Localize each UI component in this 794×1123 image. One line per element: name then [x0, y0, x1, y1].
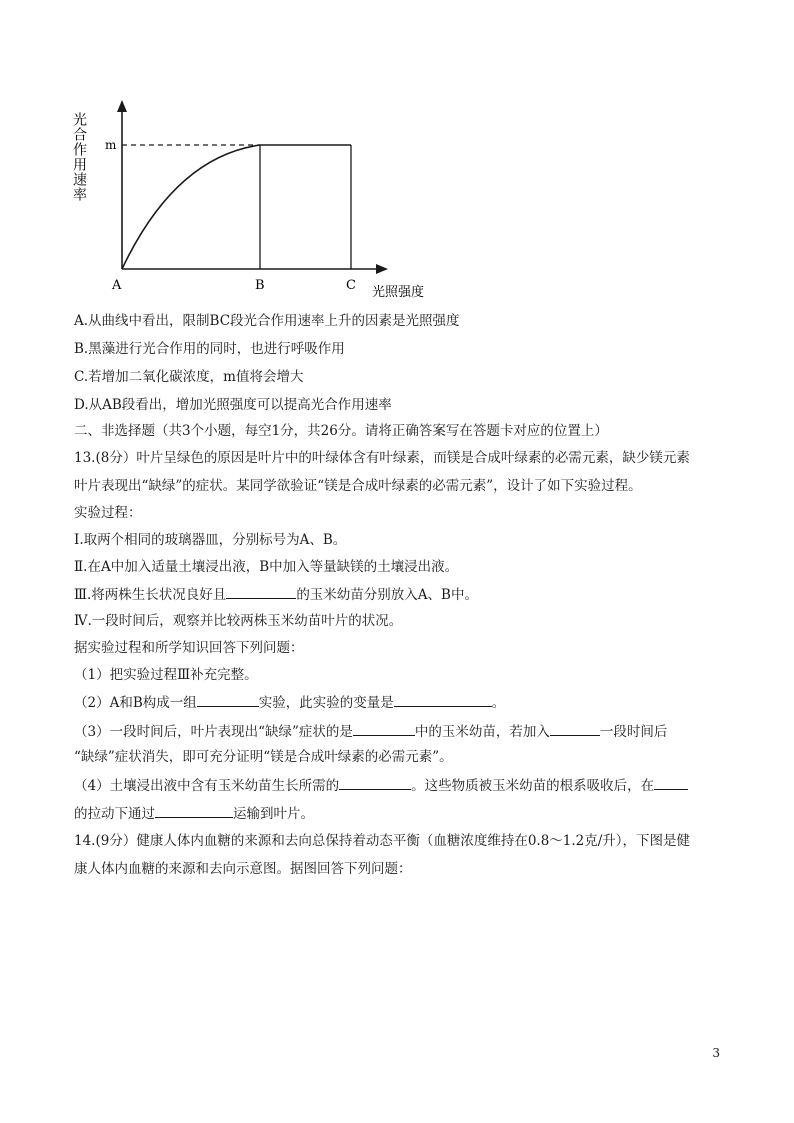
q13-sub4-continued [74, 803, 314, 824]
q13-sub4-text-d: 运输到叶片。 [233, 806, 314, 822]
x-axis-arrow [376, 264, 388, 274]
option-d: D.从AB段看出，增加光照强度可以提高光合作用速率 [74, 397, 392, 413]
y-axis-label: 光合作用速率 [71, 112, 87, 202]
q13-sub3-text-c: 一段时间后 [599, 724, 668, 740]
answer-blank[interactable] [339, 775, 411, 790]
point-a-label: A [112, 278, 122, 293]
q13-sub4-text-a: （4）土壤浸出液中含有玉米幼苗生长所需的 [74, 778, 340, 794]
rate-curve [122, 145, 260, 269]
answer-blank[interactable] [394, 692, 492, 707]
q13-sub4-text-c: 的拉动下通过 [74, 806, 155, 822]
graph-svg [70, 92, 425, 307]
answer-blank[interactable] [226, 584, 296, 599]
q13-sub4 [74, 775, 688, 796]
q13-sub2 [74, 692, 505, 713]
answer-blank[interactable] [353, 721, 415, 736]
option-a: A.从曲线中看出，限制BC段光合作用速率上升的因素是光照强度 [74, 313, 460, 329]
q13-process-title: 实验过程： [74, 505, 142, 521]
q13-step3-text-a: Ⅲ.将两株生长状况良好且 [74, 587, 227, 603]
q13-step3-text-b: 的玉米幼苗分别放入A、B中。 [296, 587, 478, 603]
q13-prompt: 据实验过程和所学知识回答下列问题： [74, 640, 304, 656]
q13-step1: Ⅰ.取两个相同的玻璃器皿，分别标号为A、B。 [74, 532, 347, 548]
answer-blank[interactable] [197, 692, 259, 707]
q13-step4: Ⅳ.一段时间后，观察并比较两株玉米幼苗叶片的状况。 [74, 613, 403, 629]
q13-sub3-text-b: 中的玉米幼苗，若加入 [414, 724, 550, 740]
q13-sub2-text-c: 。 [491, 695, 506, 711]
m-label: m [105, 138, 117, 152]
answer-blank[interactable] [654, 775, 688, 790]
q13-intro-line1: 13.(8分）叶片呈绿色的原因是叶片中的叶绿体含有叶绿素，而镁是合成叶绿素的必需元素，缺少镁元素 [74, 450, 690, 466]
section-heading: 二、非选择题（共3个小题，每空1分，共26分。请将正确答案写在答题卡对应的位置上） [74, 423, 608, 439]
option-b: B.黑藻进行光合作用的同时，也进行呼吸作用 [74, 341, 345, 357]
answer-blank[interactable] [155, 803, 233, 818]
q13-sub3-text-a: （3）一段时间后，叶片表现出“缺绿”症状的是 [74, 724, 353, 740]
q13-sub2-text-a: （2）A和B构成一组 [74, 695, 197, 711]
q13-step3 [74, 584, 478, 605]
option-c: C.若增加二氧化碳浓度，m值将会增大 [74, 369, 304, 385]
photosynthesis-graph [70, 92, 425, 307]
q13-step2: Ⅱ.在A中加入适量土壤浸出液，B中加入等量缺镁的土壤浸出液。 [74, 559, 459, 575]
point-c-label: C [346, 278, 356, 293]
q13-sub3-continued: “缺绿”症状消失，即可充分证明“镁是合成叶绿素的必需元素”。 [74, 749, 453, 765]
q13-sub4-text-b: 。这些物质被玉米幼苗的根系吸收后，在 [411, 778, 655, 794]
q13-intro-line2: 叶片表现出“缺绿”的症状。某同学欲验证“镁是合成叶绿素的必需元素”，设计了如下实验过程。 [74, 478, 642, 494]
q13-sub3 [74, 721, 667, 742]
x-axis-label: 光照强度 [372, 285, 425, 300]
page-number: 3 [712, 1046, 720, 1060]
point-b-label: B [255, 278, 265, 293]
y-axis-arrow [117, 100, 127, 112]
q14-line2: 康人体内血糖的来源和去向示意图。据图回答下列问题： [74, 861, 412, 877]
q14-line1: 14.(9分）健康人体内血糖的来源和去向总保持着动态平衡（血糖浓度维持在0.8～1.2克/升），下图是健 [74, 833, 691, 849]
q13-sub2-text-b: 实验，此实验的变量是 [258, 695, 394, 711]
q13-sub1: （1）把实验过程Ⅲ补充完整。 [74, 667, 258, 683]
answer-blank[interactable] [550, 721, 600, 736]
